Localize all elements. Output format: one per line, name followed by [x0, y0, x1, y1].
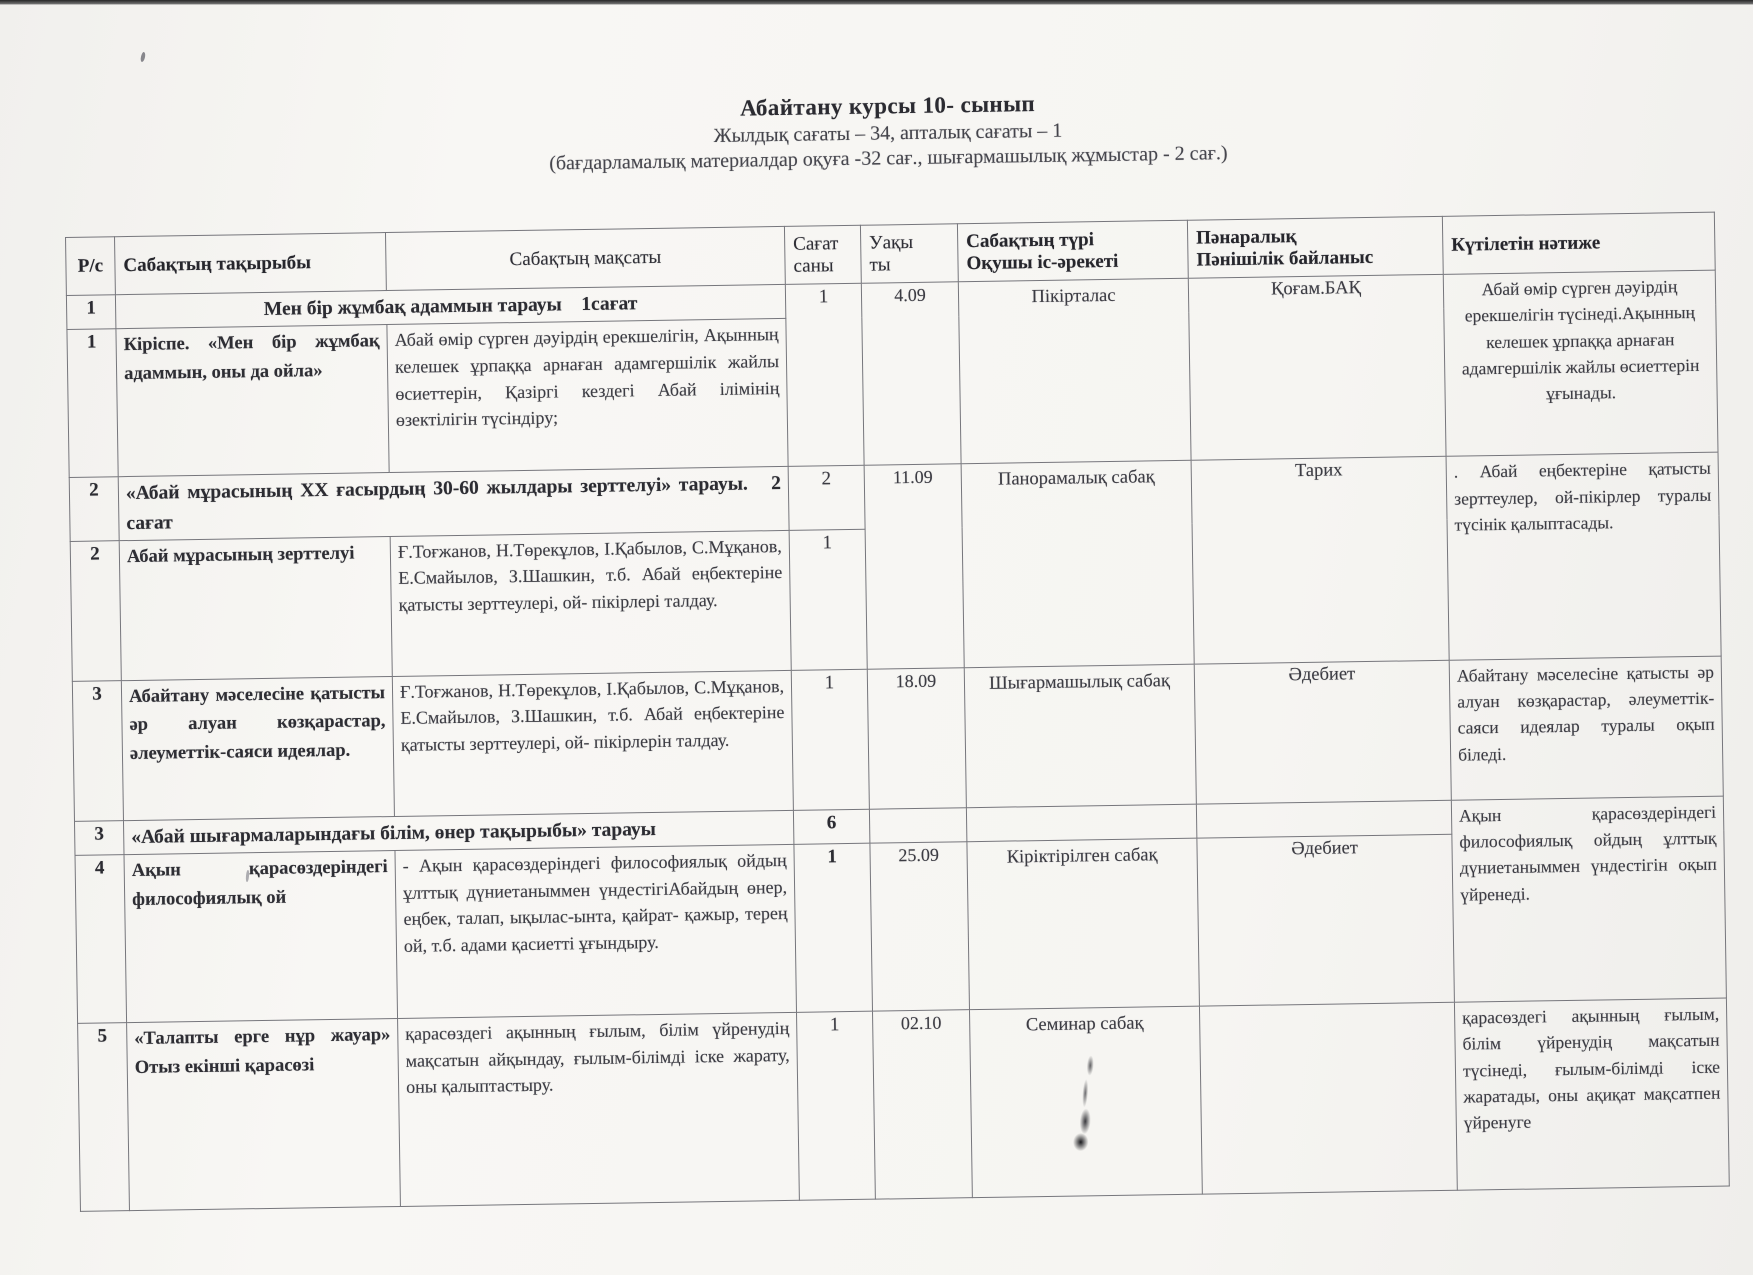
document-title: Абайтану курсы 10- сынып [739, 91, 1036, 121]
document-header [63, 81, 1713, 183]
cell-lesson1-goal: Абай өмір сүрген дәуірдің ерекшелігін, Ақынның келешек ұрпаққа арнаған адамгершілік жайлы өсиеттерін, Қазіргі кездегі Абай ілімінің өзектілігін түсіндіру; [387, 319, 788, 473]
cell-lesson4-goal: - Ақын қарасөздеріндегі философиялық ойдың ұлттық дүниетаныммен үндестігіАбайдың өнер, еңбек, талап, ықылас-ынта, қайрат- қажыр, терең ой, т.б. адами қасиетті ұғындыру. [395, 844, 797, 1018]
col-header-lesson-type: Сабақтың түрі Оқушы іс-әрекеті [957, 220, 1188, 282]
col-header-expected-result: Күтілетін нәтиже [1442, 212, 1715, 274]
cell-lesson5-type-label: Семинар сабақ [1025, 1013, 1144, 1036]
cell-section3-title: «Абай шығармаларындағы білім, өнер тақырыбы» тарауы [123, 810, 793, 855]
cell-lesson3-link: Әдебиет [1194, 660, 1451, 804]
cell-lesson2-topic: Абай мұрасының зерттелуі [119, 536, 392, 680]
cell-lesson2-result: . Абай еңбектеріне қатысты зерттеулер, ой-пікірлер туралы түсінік қалыптасады. [1446, 452, 1721, 660]
cell-lesson4-link: Әдебиет [1197, 834, 1455, 1006]
cell-lesson5-goal: қарасөздегі ақынның ғылым, білім үйренудің мақсатын айқындау, ғылым-білімді іске жарату, оны қалыптастыру. [398, 1012, 800, 1206]
scanner-edge-artifact [0, 0, 1753, 5]
col-header-subject-link: Пәнаралық Пәнішілік байланыс [1187, 216, 1443, 278]
cell-lesson5-topic: «Талапты ерге нұр жауар» Отыз екінші қарасөзі [127, 1018, 401, 1210]
cell-lesson3-goal: Ғ.Тоғжанов, Н.Төрекұлов, І.Қабылов, С.Мұқанов, Е.Смайылов, З.Шашкин, т.б. Абай еңбектеріне қатысты зерттеулері, ой- пікірлерін талдау. [392, 670, 793, 816]
cell-section1-num: 1 [66, 295, 116, 330]
col-header-hours: Сағат саны [784, 225, 861, 284]
document-subtitle: Жылдық сағаты – 34, апталық сағаты – 1 [713, 119, 1063, 148]
document-subtitle-hours-note: (бағдарламалық материалдар оқуға -32 сағ., шығармашылық жұмыстар - 2 сағ.) [549, 142, 1228, 175]
empty-cell [1196, 800, 1451, 838]
cell-lesson1-date: 4.09 [861, 282, 961, 466]
col-header-time: Уақы ты [860, 224, 958, 283]
lesson-row-3 [72, 656, 1723, 821]
col-header-topic: Сабақтың тақырыбы [115, 233, 387, 295]
empty-cell [966, 804, 1196, 842]
cell-lesson4-date: 25.09 [870, 842, 970, 1011]
lesson-row-5 [78, 998, 1730, 1211]
cell-lesson3-topic: Абайтану мәселесіне қатысты әр алуан көзқарастар, әлеуметтік-саяси идеялар. [121, 676, 394, 820]
cell-lesson3-num: 3 [72, 680, 123, 821]
cell-section3-num: 3 [74, 820, 124, 855]
cell-lesson1-hours: 1 [785, 283, 864, 466]
cell-section3-hours: 6 [793, 809, 870, 844]
cell-section1-title: Мен бір жұмбақ адаммын тарауы 1сағат [115, 284, 785, 329]
cell-lesson4-hours: 1 [794, 843, 873, 1012]
cell-lesson2-num: 2 [70, 540, 121, 681]
cell-lesson1-topic: Кіріспе. «Мен бір жұмбақ адаммын, оны да ойла» [116, 325, 389, 477]
cell-lesson3-type: Шығармашылық сабақ [964, 664, 1196, 808]
cell-lesson2-date: 11.09 [864, 464, 964, 669]
cell-lesson5-type [969, 1006, 1202, 1198]
scan-speck [140, 52, 146, 63]
document-sheet [63, 81, 1729, 1212]
cell-lesson1-num: 1 [67, 329, 118, 478]
cell-lesson1-link: Қоғам.БАҚ [1188, 274, 1446, 460]
cell-section2-hours: 2 [788, 465, 865, 530]
cell-lesson4-type: Кіріктірілген сабақ [967, 838, 1200, 1010]
empty-cell [869, 807, 967, 843]
cell-lesson5-date: 02.10 [872, 1010, 972, 1199]
cell-lesson5-result: қарасөздегі ақынның ғылым, білім үйренудің мақсатын түсінеді, ғылым-білімді іске жаратады, оны ақиқат мақсатпен үйренуге [1454, 998, 1729, 1190]
cell-lesson2-hours: 1 [789, 529, 867, 670]
cell-lesson4-num: 4 [75, 855, 127, 1024]
cell-lesson2-link: Тарих [1191, 457, 1449, 664]
cell-lesson2-goal: Ғ.Тоғжанов, Н.Төрекұлов, І.Қабылов, С.Мұқанов, Е.Смайылов, З.Шашкин, т.б. Абай еңбектеріне қатысты зерттеулері, ой- пікірлері талдау. [390, 530, 791, 676]
cell-lesson3-hours: 1 [791, 669, 869, 810]
cell-lesson1-result: Абай өмір сүрген дәуірдің ерекшелігін түсінеді.Ақынның келешек ұрпаққа арнаған адамгершілік жайлы өсиеттерін ұғынады. [1443, 270, 1718, 456]
cell-section2-title: «Абай мұрасының ХХ ғасырдың 30-60 жылдары зерттелуі» тарауы. 2 сағат [118, 467, 789, 541]
col-header-goal: Сабақтың мақсаты [385, 226, 785, 290]
cell-lesson1-type: Пікірталас [958, 278, 1191, 464]
cell-lesson2-type: Панорамалық сабақ [961, 460, 1194, 667]
cell-lesson3-date: 18.09 [867, 667, 966, 808]
cell-lesson5-num: 5 [78, 1023, 130, 1212]
ink-blot-artifact [1064, 1054, 1107, 1154]
col-header-num: Р/с [66, 237, 116, 296]
empty-cell [1199, 1002, 1457, 1194]
cell-lesson5-hours: 1 [797, 1011, 876, 1200]
curriculum-table [65, 212, 1730, 1212]
cell-lesson4-result: Ақын қарасөздеріндегі философиялық ойдың ұлттық дүниетаныммен үндестігін оқып үйренеді. [1451, 796, 1726, 1002]
cell-lesson3-result: Абайтану мәселесіне қатысты әр алуан көзқарастар, әлеуметтік-саяси идеялар туралы оқып біледі. [1449, 656, 1723, 800]
cell-section2-num: 2 [69, 477, 119, 541]
cell-lesson4-topic: Ақын қарасөздеріндегі философиялық ой [124, 850, 398, 1022]
